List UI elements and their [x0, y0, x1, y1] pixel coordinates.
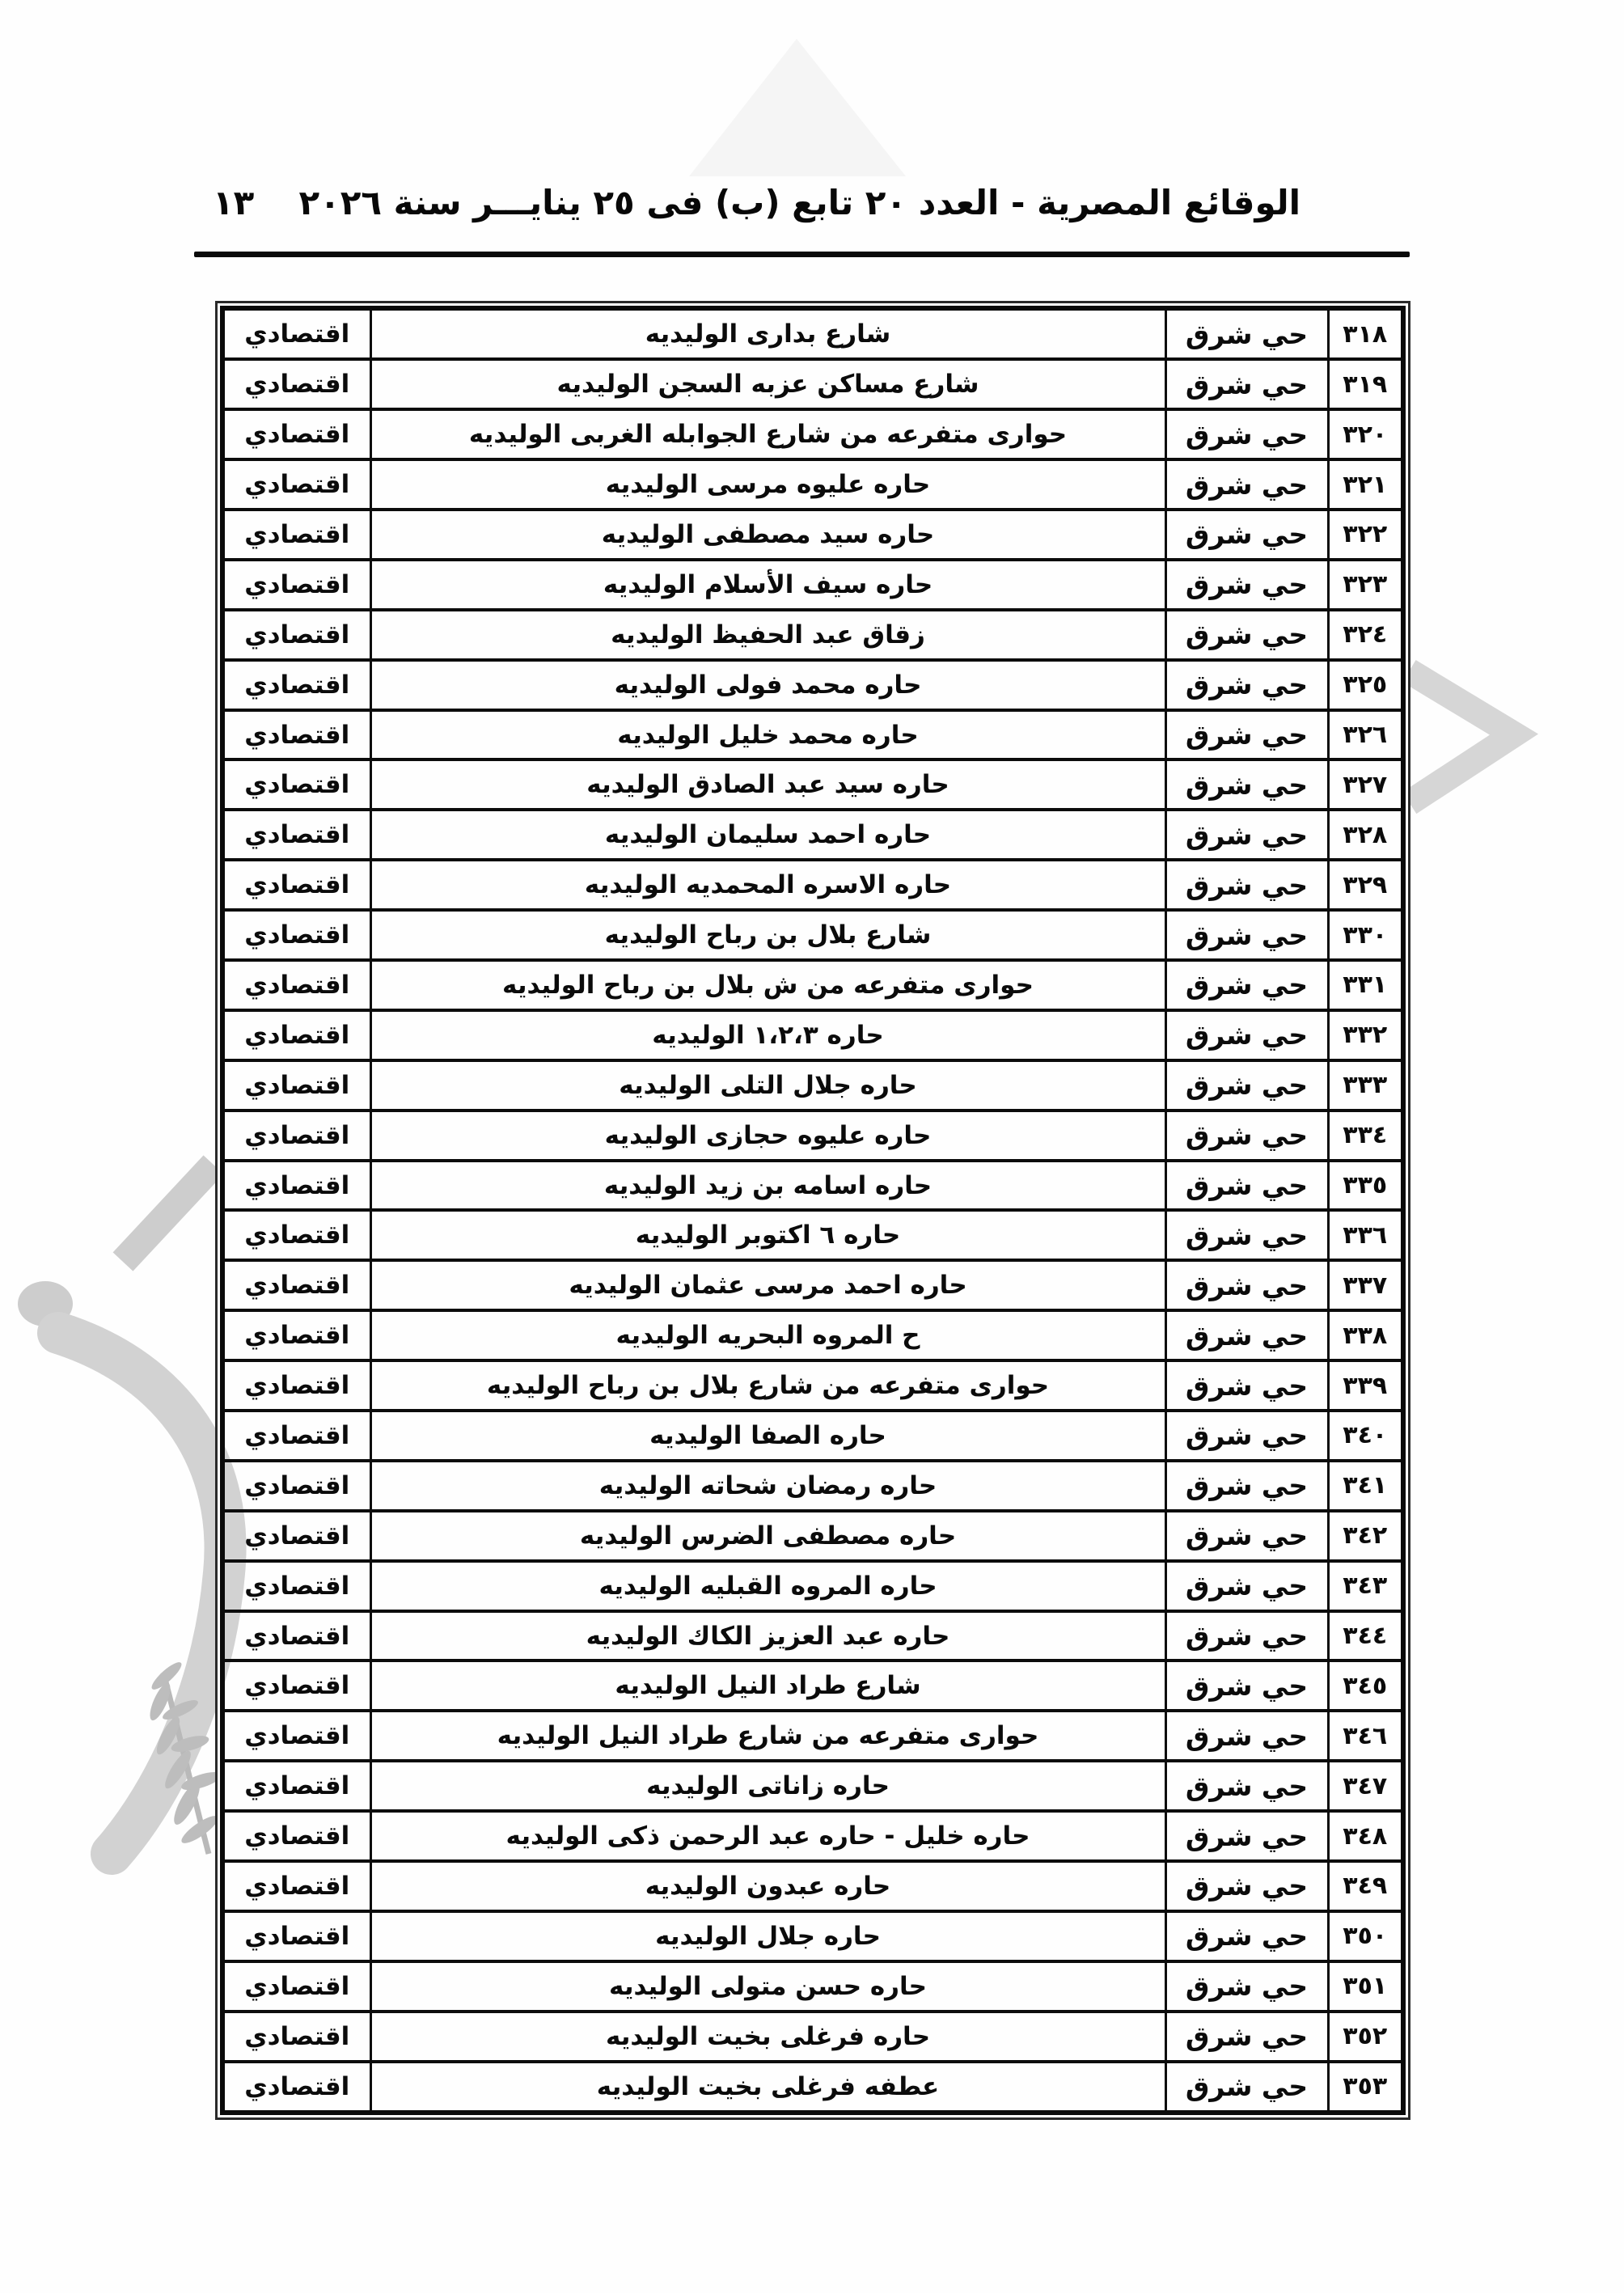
category-cell: اقتصادي: [222, 860, 370, 910]
table-row: [222, 1411, 1403, 1461]
streets-table: [220, 306, 1406, 2115]
table-row: [222, 1310, 1403, 1360]
street-name-cell: حاره سيف الأسلام الوليديه: [370, 560, 1165, 610]
street-name-cell: حوارى متفرعه من شارع طراد النيل الوليديه: [370, 1711, 1165, 1761]
row-number-cell: ٣٥٣: [1328, 2062, 1403, 2113]
table-row: [222, 359, 1403, 409]
table-row: [222, 1611, 1403, 1661]
street-name-cell: حاره اسامه بن زيد الوليديه: [370, 1161, 1165, 1211]
row-number-cell: ٣٢٧: [1328, 759, 1403, 810]
table-row: [222, 1811, 1403, 1861]
street-name-cell: شارع طراد النيل الوليديه: [370, 1661, 1165, 1711]
category-cell: اقتصادي: [222, 2062, 370, 2113]
row-number-cell: ٣٢٣: [1328, 560, 1403, 610]
table-row: [222, 1861, 1403, 1911]
street-name-cell: ح المروه البحريه الوليديه: [370, 1310, 1165, 1360]
right-chevron-watermark: [1420, 678, 1514, 796]
table-row: [222, 1010, 1403, 1060]
street-name-cell: حاره عبد العزيز الكاك الوليديه: [370, 1611, 1165, 1661]
street-name-cell: حاره سيد مصطفى الوليديه: [370, 510, 1165, 560]
laurel-branch-watermark: [146, 1659, 224, 1854]
category-cell: اقتصادي: [222, 1711, 370, 1761]
faint-triangle-watermark: [689, 39, 906, 176]
table-row: [222, 710, 1403, 760]
district-cell: حي شرق: [1165, 1360, 1328, 1411]
category-cell: اقتصادي: [222, 1761, 370, 1811]
row-number-cell: ٣٤٣: [1328, 1561, 1403, 1611]
row-number-cell: ٣٢٩: [1328, 860, 1403, 910]
street-name-cell: حاره ١،٢،٣ الوليديه: [370, 1010, 1165, 1060]
row-number-cell: ٣٢١: [1328, 459, 1403, 510]
category-cell: اقتصادي: [222, 1111, 370, 1161]
district-cell: حي شرق: [1165, 459, 1328, 510]
category-cell: اقتصادي: [222, 359, 370, 409]
street-name-cell: حاره رمضان شحاته الوليديه: [370, 1461, 1165, 1511]
table-row: [222, 459, 1403, 510]
row-number-cell: ٣٤٨: [1328, 1811, 1403, 1861]
district-cell: حي شرق: [1165, 910, 1328, 960]
district-cell: حي شرق: [1165, 2062, 1328, 2113]
row-number-cell: ٣٣١: [1328, 960, 1403, 1010]
district-cell: حي شرق: [1165, 1711, 1328, 1761]
row-number-cell: ٣٣٠: [1328, 910, 1403, 960]
table-row: [222, 759, 1403, 810]
category-cell: اقتصادي: [222, 1661, 370, 1711]
district-cell: حي شرق: [1165, 1611, 1328, 1661]
street-name-cell: عطفه فرغلى بخيت الوليديه: [370, 2062, 1165, 2113]
category-cell: اقتصادي: [222, 308, 370, 359]
street-name-cell: حاره محمد فولى الوليديه: [370, 660, 1165, 710]
table-row: [222, 560, 1403, 610]
street-name-cell: حاره محمد خليل الوليديه: [370, 710, 1165, 760]
table-row: [222, 860, 1403, 910]
category-cell: اقتصادي: [222, 1260, 370, 1310]
district-cell: حي شرق: [1165, 1010, 1328, 1060]
row-number-cell: ٣٤٤: [1328, 1611, 1403, 1661]
district-cell: حي شرق: [1165, 1511, 1328, 1561]
district-cell: حي شرق: [1165, 1260, 1328, 1310]
street-name-cell: حاره الاسره المحمديه الوليديه: [370, 860, 1165, 910]
district-cell: حي شرق: [1165, 560, 1328, 610]
district-cell: حي شرق: [1165, 1060, 1328, 1111]
row-number-cell: ٣٣٦: [1328, 1210, 1403, 1260]
gazette-title: الوقائع المصرية - العدد ٢٠ تابع (ب) فى ٢٥ ينايـــر سنة ٢٠٢٦: [298, 182, 1300, 222]
row-number-cell: ٣٤٠: [1328, 1411, 1403, 1461]
district-cell: حي شرق: [1165, 1761, 1328, 1811]
category-cell: اقتصادي: [222, 910, 370, 960]
table-row: [222, 1161, 1403, 1211]
category-cell: اقتصادي: [222, 1461, 370, 1511]
table-row: [222, 2062, 1403, 2113]
category-cell: اقتصادي: [222, 1310, 370, 1360]
category-cell: اقتصادي: [222, 1360, 370, 1411]
street-name-cell: حاره المروه القبليه الوليديه: [370, 1561, 1165, 1611]
table-row: [222, 810, 1403, 860]
street-name-cell: حاره عليوه مرسى الوليديه: [370, 459, 1165, 510]
category-cell: اقتصادي: [222, 1210, 370, 1260]
district-cell: حي شرق: [1165, 1210, 1328, 1260]
category-cell: اقتصادي: [222, 459, 370, 510]
street-name-cell: حوارى متفرعه من ش بلال بن رباح الوليديه: [370, 960, 1165, 1010]
street-name-cell: حاره ٦ اكتوبر الوليديه: [370, 1210, 1165, 1260]
category-cell: اقتصادي: [222, 510, 370, 560]
left-slash-watermark: [123, 1165, 214, 1262]
district-cell: حي شرق: [1165, 1561, 1328, 1611]
district-cell: حي شرق: [1165, 610, 1328, 660]
table-row: [222, 1761, 1403, 1811]
street-name-cell: حاره حسن متولى الوليديه: [370, 1961, 1165, 2012]
table-row: [222, 660, 1403, 710]
district-cell: حي شرق: [1165, 1961, 1328, 2012]
district-cell: حي شرق: [1165, 1310, 1328, 1360]
row-number-cell: ٣٢٢: [1328, 510, 1403, 560]
district-cell: حي شرق: [1165, 308, 1328, 359]
district-cell: حي شرق: [1165, 1911, 1328, 1961]
page-header: [213, 162, 1300, 243]
street-name-cell: حاره فرغلى بخيت الوليديه: [370, 2012, 1165, 2062]
street-name-cell: حاره سيد عبد الصادق الوليديه: [370, 759, 1165, 810]
table-row: [222, 1961, 1403, 2012]
table-row: [222, 1461, 1403, 1511]
row-number-cell: ٣٤١: [1328, 1461, 1403, 1511]
category-cell: اقتصادي: [222, 2012, 370, 2062]
street-name-cell: حاره زاناتى الوليديه: [370, 1761, 1165, 1811]
district-cell: حي شرق: [1165, 1161, 1328, 1211]
table-row: [222, 1360, 1403, 1411]
category-cell: اقتصادي: [222, 409, 370, 459]
district-cell: حي شرق: [1165, 660, 1328, 710]
row-number-cell: ٣٣٨: [1328, 1310, 1403, 1360]
category-cell: اقتصادي: [222, 1411, 370, 1461]
bowl-arc-watermark: [58, 1333, 226, 1854]
street-name-cell: شارع بلال بن رباح الوليديه: [370, 910, 1165, 960]
table-row: [222, 308, 1403, 359]
district-cell: حي شرق: [1165, 1411, 1328, 1461]
category-cell: اقتصادي: [222, 1611, 370, 1661]
table-row: [222, 2012, 1403, 2062]
table-row: [222, 910, 1403, 960]
table-row: [222, 1911, 1403, 1961]
street-name-cell: حاره جلال الوليديه: [370, 1911, 1165, 1961]
table-row: [222, 960, 1403, 1010]
street-name-cell: حاره عبدون الوليديه: [370, 1861, 1165, 1911]
row-number-cell: ٣٣٧: [1328, 1260, 1403, 1310]
district-cell: حي شرق: [1165, 2012, 1328, 2062]
district-cell: حي شرق: [1165, 359, 1328, 409]
category-cell: اقتصادي: [222, 710, 370, 760]
row-number-cell: ٣٢٨: [1328, 810, 1403, 860]
street-name-cell: شارع بدارى الوليديه: [370, 308, 1165, 359]
category-cell: اقتصادي: [222, 1511, 370, 1561]
district-cell: حي شرق: [1165, 710, 1328, 760]
table-row: [222, 1561, 1403, 1611]
street-name-cell: حاره الصفا الوليديه: [370, 1411, 1165, 1461]
category-cell: اقتصادي: [222, 1961, 370, 2012]
category-cell: اقتصادي: [222, 810, 370, 860]
table-row: [222, 1111, 1403, 1161]
table-body: [222, 308, 1403, 2113]
table-row: [222, 1511, 1403, 1561]
category-cell: اقتصادي: [222, 960, 370, 1010]
category-cell: اقتصادي: [222, 1911, 370, 1961]
header-rule: [194, 252, 1410, 257]
category-cell: اقتصادي: [222, 610, 370, 660]
row-number-cell: ٣٤٦: [1328, 1711, 1403, 1761]
row-number-cell: ٣١٨: [1328, 308, 1403, 359]
row-number-cell: ٣٢٠: [1328, 409, 1403, 459]
street-name-cell: حوارى متفرعه من شارع بلال بن رباح الوليديه: [370, 1360, 1165, 1411]
dot-watermark: [18, 1281, 73, 1326]
district-cell: حي شرق: [1165, 810, 1328, 860]
district-cell: حي شرق: [1165, 960, 1328, 1010]
row-number-cell: ٣٥١: [1328, 1961, 1403, 2012]
district-cell: حي شرق: [1165, 1111, 1328, 1161]
district-cell: حي شرق: [1165, 1861, 1328, 1911]
table-row: [222, 409, 1403, 459]
row-number-cell: ٣٣٣: [1328, 1060, 1403, 1111]
category-cell: اقتصادي: [222, 1861, 370, 1911]
row-number-cell: ٣٤٥: [1328, 1661, 1403, 1711]
table-row: [222, 610, 1403, 660]
table-row: [222, 1711, 1403, 1761]
street-name-cell: شارع مساكن عزبه السجن الوليديه: [370, 359, 1165, 409]
category-cell: اقتصادي: [222, 1161, 370, 1211]
row-number-cell: ٣٤٢: [1328, 1511, 1403, 1561]
row-number-cell: ٣٤٩: [1328, 1861, 1403, 1911]
row-number-cell: ٣٢٥: [1328, 660, 1403, 710]
district-cell: حي شرق: [1165, 409, 1328, 459]
street-name-cell: حاره احمد مرسى عثمان الوليديه: [370, 1260, 1165, 1310]
street-name-cell: حاره خليل - حاره عبد الرحمن ذكى الوليديه: [370, 1811, 1165, 1861]
street-name-cell: حاره احمد سليمان الوليديه: [370, 810, 1165, 860]
category-cell: اقتصادي: [222, 660, 370, 710]
table-row: [222, 1210, 1403, 1260]
street-name-cell: حوارى متفرعه من شارع الجوابله الغربى الوليديه: [370, 409, 1165, 459]
row-number-cell: ٣١٩: [1328, 359, 1403, 409]
page-number: ١٣: [213, 182, 255, 222]
table-row: [222, 510, 1403, 560]
row-number-cell: ٣٣٩: [1328, 1360, 1403, 1411]
street-name-cell: حاره مصطفى الضرس الوليديه: [370, 1511, 1165, 1561]
district-cell: حي شرق: [1165, 510, 1328, 560]
row-number-cell: ٣٥٠: [1328, 1911, 1403, 1961]
table-row: [222, 1060, 1403, 1111]
category-cell: اقتصادي: [222, 1811, 370, 1861]
table-row: [222, 1260, 1403, 1310]
row-number-cell: ٣٣٢: [1328, 1010, 1403, 1060]
category-cell: اقتصادي: [222, 560, 370, 610]
district-cell: حي شرق: [1165, 1661, 1328, 1711]
row-number-cell: ٣٣٤: [1328, 1111, 1403, 1161]
category-cell: اقتصادي: [222, 1060, 370, 1111]
category-cell: اقتصادي: [222, 1561, 370, 1611]
district-cell: حي شرق: [1165, 860, 1328, 910]
district-cell: حي شرق: [1165, 1461, 1328, 1511]
row-number-cell: ٣٥٢: [1328, 2012, 1403, 2062]
row-number-cell: ٣٢٦: [1328, 710, 1403, 760]
row-number-cell: ٣٣٥: [1328, 1161, 1403, 1211]
table-row: [222, 1661, 1403, 1711]
category-cell: اقتصادي: [222, 759, 370, 810]
category-cell: اقتصادي: [222, 1010, 370, 1060]
street-name-cell: زقاق عبد الحفيظ الوليديه: [370, 610, 1165, 660]
row-number-cell: ٣٤٧: [1328, 1761, 1403, 1811]
street-name-cell: حاره عليوه حجازى الوليديه: [370, 1111, 1165, 1161]
district-cell: حي شرق: [1165, 1811, 1328, 1861]
street-name-cell: حاره جلال التلى الوليديه: [370, 1060, 1165, 1111]
district-cell: حي شرق: [1165, 759, 1328, 810]
row-number-cell: ٣٢٤: [1328, 610, 1403, 660]
